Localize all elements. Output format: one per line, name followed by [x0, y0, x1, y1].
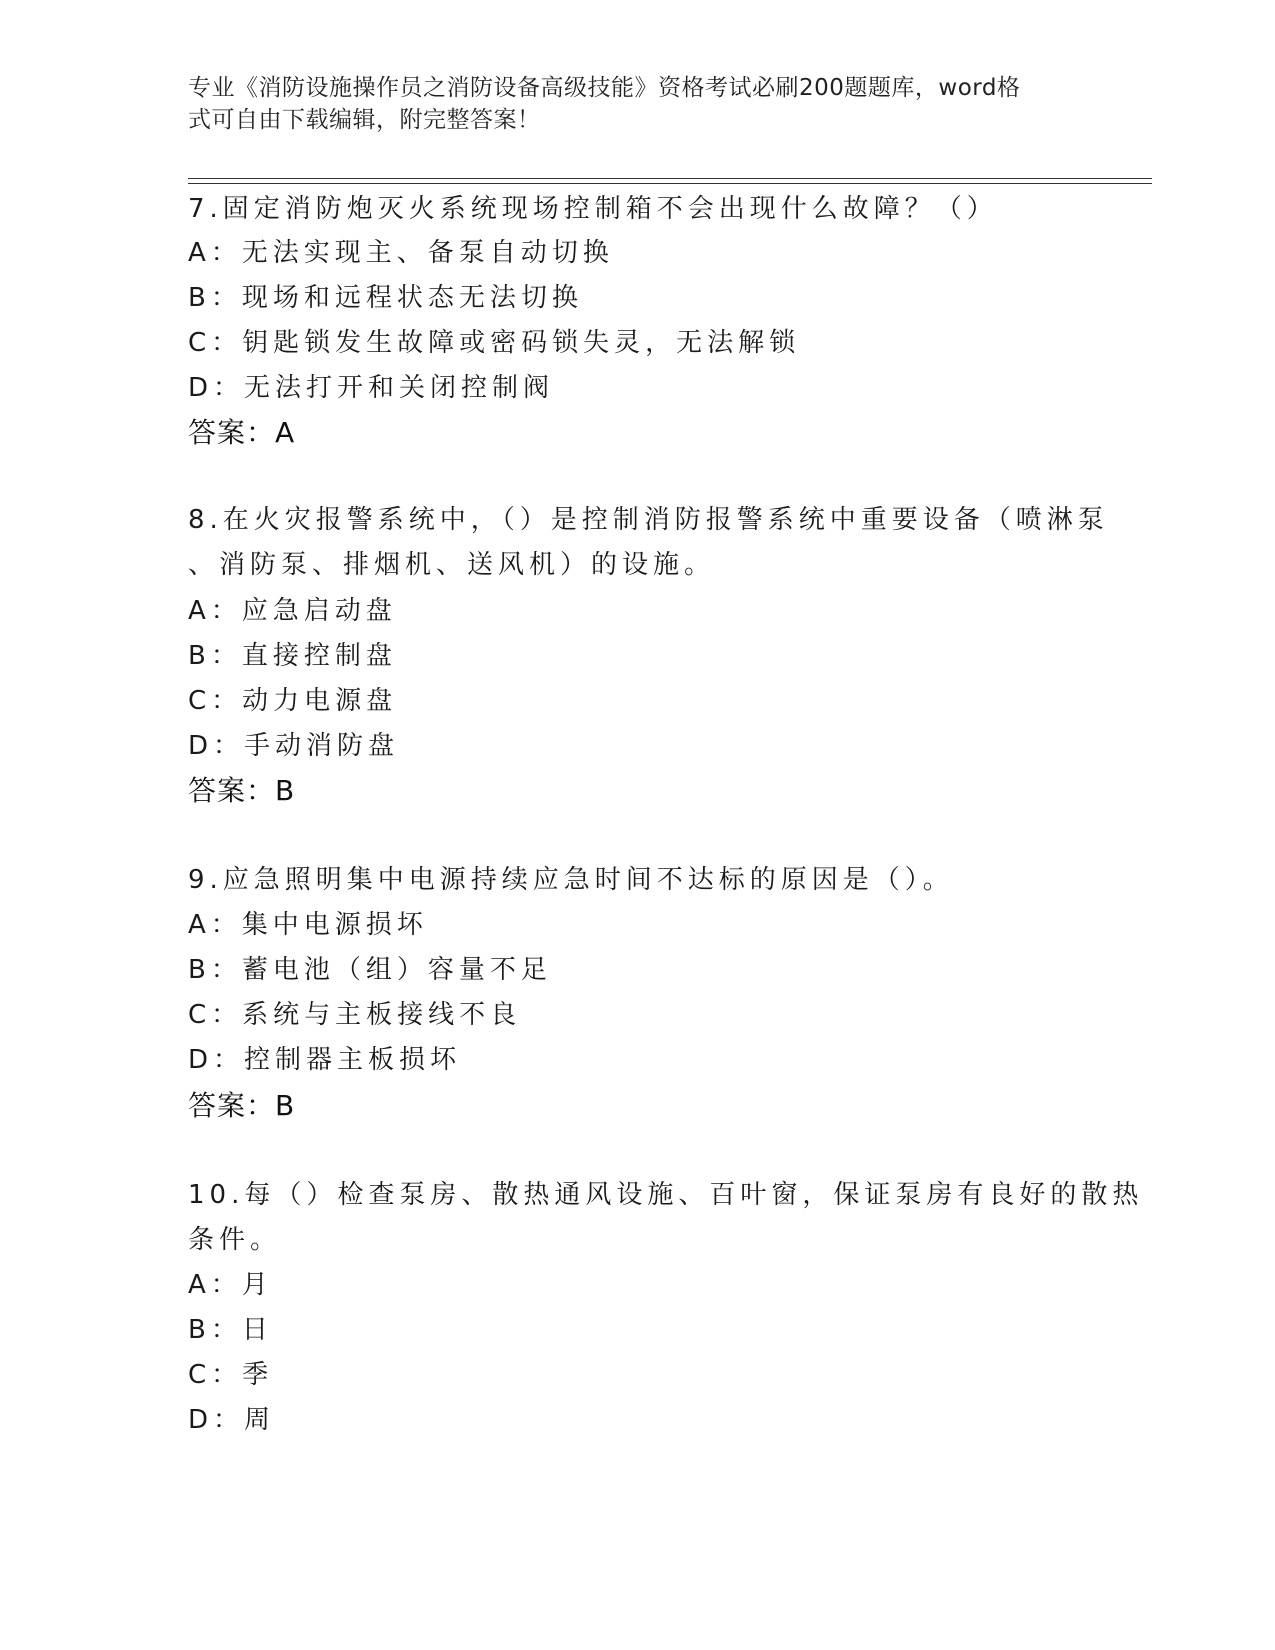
- header-divider-top: [188, 178, 1152, 179]
- question-7-stem: 7.固定消防炮灭火系统现场控制箱不会出现什么故障？（）: [188, 194, 998, 224]
- question-8-stem-line-2: 、消防泵、排烟机、送风机）的设施。: [188, 550, 716, 580]
- question-9-option-d: D：控制器主板损坏: [188, 1045, 462, 1075]
- question-9-option-a: A：集中电源损坏: [188, 910, 428, 940]
- question-7-option-c: C：钥匙锁发生故障或密码锁失灵，无法解锁: [188, 328, 801, 358]
- header-divider-bottom: [188, 183, 1152, 184]
- question-8-option-d: D：手动消防盘: [188, 731, 400, 761]
- document-header: [188, 72, 1068, 136]
- question-7-option-a: A：无法实现主、备泵自动切换: [188, 238, 614, 268]
- question-9-stem: 9.应急照明集中电源持续应急时间不达标的原因是（）。: [188, 865, 954, 895]
- question-10-option-b: B：日: [188, 1315, 273, 1345]
- question-9-option-c: C：系统与主板接线不良: [188, 1000, 522, 1030]
- header-line-2: 式可自由下载编辑，附完整答案！: [188, 107, 541, 133]
- question-10-option-d: D：周: [188, 1405, 276, 1435]
- question-8-answer: [188, 773, 295, 809]
- answer-label: 答案：: [188, 416, 276, 449]
- question-7-option-b: B：现场和远程状态无法切换: [188, 283, 583, 313]
- question-8-option-a: A：应急启动盘: [188, 596, 397, 626]
- answer-value: A: [275, 416, 296, 449]
- answer-label: 答案：: [188, 1089, 276, 1122]
- question-7-option-d: D：无法打开和关闭控制阀: [188, 373, 555, 403]
- question-8-stem-line-1: 8.在火灾报警系统中，（）是控制消防报警系统中重要设备（喷淋泵: [188, 505, 1109, 535]
- question-8-option-b: B：直接控制盘: [188, 641, 397, 671]
- question-10-stem-line-1: 10.每（）检查泵房、散热通风设施、百叶窗，保证泵房有良好的散热: [188, 1180, 1144, 1210]
- answer-value: B: [275, 1089, 296, 1122]
- question-7-answer: [188, 415, 295, 451]
- question-8-option-c: C：动力电源盘: [188, 686, 398, 716]
- answer-label: 答案：: [188, 774, 276, 807]
- question-9-answer: [188, 1088, 295, 1124]
- answer-value: B: [275, 774, 296, 807]
- question-10-option-c: C：季: [188, 1360, 274, 1390]
- question-10-option-a: A：月: [188, 1270, 273, 1300]
- question-9-option-b: B：蓄电池（组）容量不足: [188, 955, 552, 985]
- question-10-stem-line-2: 条件。: [188, 1225, 282, 1255]
- header-line-1: 专业《消防设施操作员之消防设备高级技能》资格考试必刷200题题库，word格: [188, 75, 1021, 101]
